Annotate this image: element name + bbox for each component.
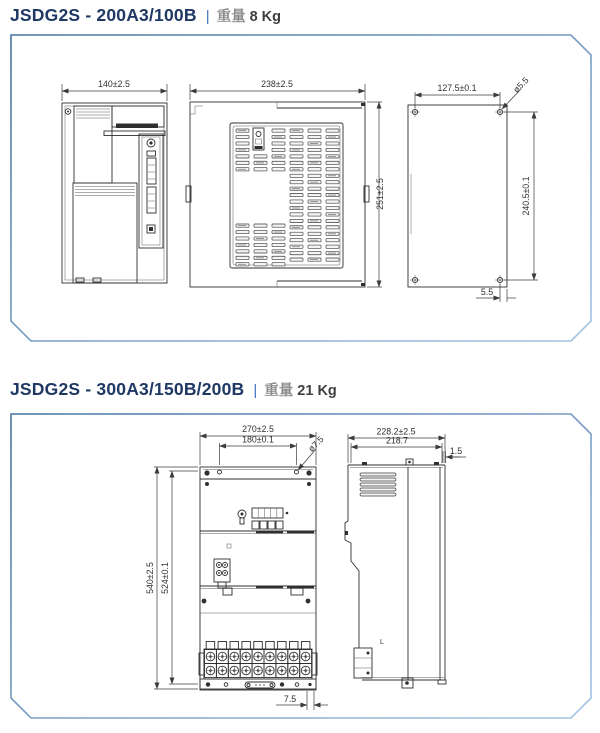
dim-mount-height: 524±0.1: [160, 562, 170, 594]
drawing-panel-200: [10, 34, 592, 347]
dim-depth: 228.2±2.5: [376, 426, 416, 437]
dim-height: 540±2.5: [145, 562, 155, 594]
dim-body-depth: 218.7: [385, 435, 409, 446]
dim-plate-height: 240.5±0.1: [521, 176, 531, 216]
dimension-drawing-200: [10, 34, 592, 342]
dim-back-width: 238±2.5: [261, 79, 293, 89]
dim-edge-offset: 5.5: [480, 287, 494, 297]
title-separator: |: [205, 8, 210, 25]
dim-front-width: 270±2.5: [242, 424, 274, 434]
dim-hole-dia: ø7.5: [306, 434, 326, 454]
dim-back-height: 251±2.5: [375, 178, 385, 210]
model-name-300: JSDG2S - 300A3/150B/200B: [10, 379, 245, 399]
model-name-200: JSDG2S - 200A3/100B: [10, 5, 197, 25]
panel-border: [11, 414, 591, 718]
weight-label: 重量: [264, 383, 294, 399]
dim-hole-dia: ø5.5: [511, 75, 531, 95]
dim-plate-width: 127.5±0.1: [437, 83, 477, 93]
weight-value: 8 Kg: [249, 9, 282, 25]
dim-bottom-offset: 7.5: [283, 694, 297, 704]
dim-lip: 1.5: [449, 446, 463, 456]
dim-side-width: 140±2.5: [98, 79, 130, 89]
dimension-drawing-300: [10, 413, 592, 719]
dim-hole-span: 180±0.1: [242, 434, 274, 445]
section1-title: [10, 5, 281, 26]
terminal-mark-label: L: [380, 639, 384, 646]
drawing-panel-300: [10, 413, 592, 724]
section2-title: [10, 379, 337, 400]
weight-value: 21 Kg: [297, 383, 337, 399]
title-separator: |: [253, 382, 258, 399]
weight-label: 重量: [216, 9, 246, 25]
